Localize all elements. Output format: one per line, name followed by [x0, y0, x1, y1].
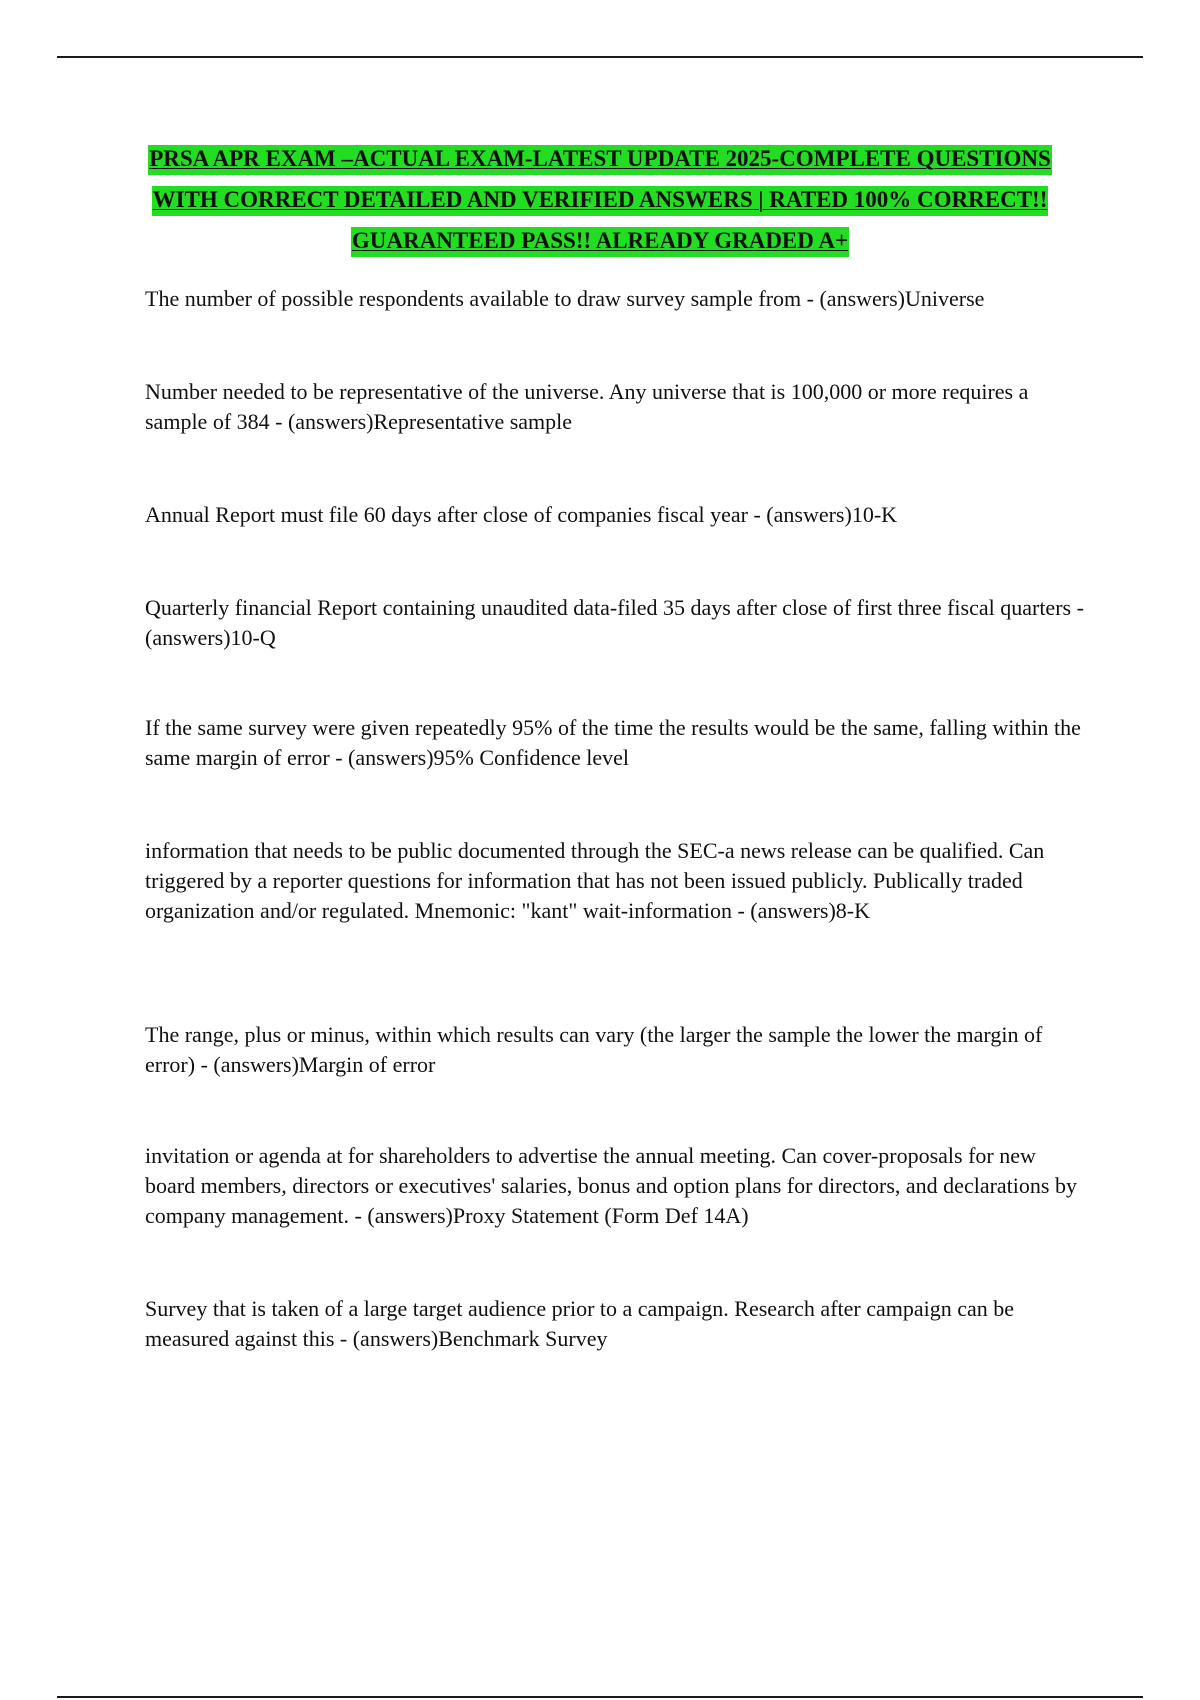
qa-entry-9: Survey that is taken of a large target audience prior to a campaign. Research after campaign can be measured against this - (answers)Benchmark Survey	[145, 1296, 1015, 1351]
qa-entry-4: Quarterly financial Report containing unaudited data-filed 35 days after close of first three fiscal quarters - (answers)10-Q	[145, 595, 1084, 650]
top-rule	[57, 56, 1143, 58]
document-title	[130, 138, 1070, 261]
qa-entry-3: Annual Report must file 60 days after close of companies fiscal year - (answers)10-K	[145, 502, 898, 527]
qa-entry-1: The number of possible respondents available to draw survey sample from - (answers)Universe	[145, 286, 985, 311]
qa-entry-7: The range, plus or minus, within which results can vary (the larger the sample the lower the margin of error) - (answers)Margin of error	[145, 1022, 1043, 1077]
qa-entry-6: information that needs to be public documented through the SEC-a news release can be qualified. Can triggered by a reporter questions for information that has not been issued publicly. Publically traded organization and/or regulated. Mnemonic: "kant" wait-information - (answers)8-K	[145, 838, 1045, 923]
bottom-rule	[57, 1696, 1143, 1698]
qa-entry-5: If the same survey were given repeatedly 95% of the time the results would be the same, falling within the same margin of error - (answers)95% Confidence level	[145, 715, 1081, 770]
qa-entry-2: Number needed to be representative of the universe. Any universe that is 100,000 or more requires a sample of 384 - (answers)Representative sample	[145, 379, 1029, 434]
qa-entry-8: invitation or agenda at for shareholders to advertise the annual meeting. Can cover-proposals for new board members, directors or executives' salaries, bonus and option plans for directors, and declarations by company management. - (answers)Proxy Statement (Form Def 14A)	[145, 1143, 1077, 1228]
document-title-text: PRSA APR EXAM –ACTUAL EXAM-LATEST UPDATE 2025-COMPLETE QUESTIONS WITH CORRECT DETAILED AND VERIFIED ANSWERS | RATED 100% CORRECT!! GUARANTEED PASS!! ALREADY GRADED A+	[148, 145, 1052, 257]
